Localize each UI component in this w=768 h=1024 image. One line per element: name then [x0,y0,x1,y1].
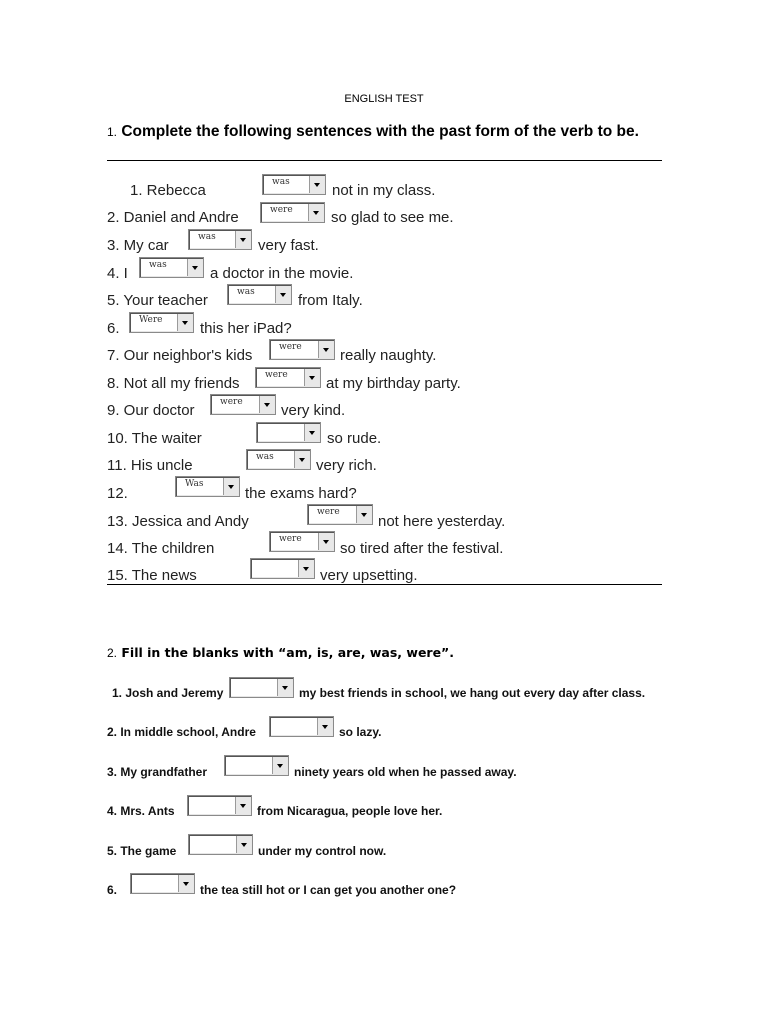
s2-item-6: 6. [107,883,118,897]
s1-item-11-suffix: very rich. [316,457,377,474]
s1-dropdown-value: was [272,177,290,187]
s1-dropdown-9[interactable] [210,394,276,415]
s1-item-10-suffix: so rude. [327,430,382,447]
s1-item-3: 3. My car [107,237,169,254]
s1-dropdown-value: was [198,232,216,242]
chevron-down-icon[interactable] [236,836,251,853]
s2-dropdown-3[interactable] [224,755,289,776]
s1-item-10: 10. The waiter [107,430,202,447]
s1-item-1 [130,182,206,199]
s1-item-14-suffix: so tired after the festival. [340,540,504,557]
s1-item-15: 15. The news [107,567,197,584]
s1-item-14: 14. The children [107,540,215,557]
s1-dropdown-13[interactable] [307,504,373,525]
chevron-down-icon[interactable] [304,424,319,441]
s2-item-5: 5. The game [107,844,177,858]
section1-number: 1. [107,125,118,139]
s1-item-2: 2. Daniel and Andre [107,209,239,226]
s2-dropdown-6[interactable] [130,873,195,894]
chevron-down-icon[interactable] [318,533,333,550]
section2-heading [107,645,454,660]
document-title: ENGLISH TEST [344,93,424,105]
section1-bottom-rule [107,584,662,585]
chevron-down-icon[interactable] [294,451,309,468]
s1-item-12: 12. [107,485,128,502]
s1-dropdown-value: Was [185,479,204,489]
chevron-down-icon[interactable] [309,176,324,193]
chevron-down-icon[interactable] [317,718,332,735]
s1-dropdown-11[interactable] [246,449,311,470]
s1-item-7-suffix: really naughty. [340,347,437,364]
s1-dropdown-value: was [149,260,167,270]
s2-dropdown-5[interactable] [188,834,253,855]
section1-heading [107,121,663,143]
s1-dropdown-6[interactable] [129,312,194,333]
chevron-down-icon[interactable] [318,341,333,358]
chevron-down-icon[interactable] [235,797,250,814]
s1-dropdown-2[interactable] [260,202,325,223]
section1-top-rule [107,160,662,161]
s1-item-9: 9. Our doctor [107,402,195,419]
s1-item-4-suffix: a doctor in the movie. [210,265,354,282]
s2-dropdown-2[interactable] [269,716,334,737]
chevron-down-icon[interactable] [275,286,290,303]
s1-item-12-suffix: the exams hard? [245,485,357,502]
s1-dropdown-value: were [270,205,293,215]
s1-item-8-suffix: at my birthday party. [326,375,461,392]
s1-item-13-suffix: not here yesterday. [378,513,506,530]
s1-dropdown-10[interactable] [256,422,321,443]
chevron-down-icon[interactable] [277,679,292,696]
s1-item-13: 13. Jessica and Andy [107,513,249,530]
s1-dropdown-3[interactable] [188,229,252,250]
s1-item-7: 7. Our neighbor's kids [107,347,253,364]
s1-dropdown-7[interactable] [269,339,335,360]
chevron-down-icon[interactable] [178,875,193,892]
s1-item-6-suffix: this her iPad? [200,320,292,337]
chevron-down-icon[interactable] [356,506,371,523]
s2-item-1: 1. Josh and Jeremy [112,686,224,700]
s1-dropdown-value: were [220,397,243,407]
s2-item-3: 3. My grandfather [107,765,208,779]
s2-item-5-suffix: under my control now. [258,844,387,858]
section2-instruction: Fill in the blanks with “am, is, are, was, were”. [121,645,455,660]
s1-item-2-suffix: so glad to see me. [331,209,454,226]
s2-item-3-suffix: ninety years old when he passed away. [294,765,517,779]
s1-dropdown-5[interactable] [227,284,292,305]
section2-number: 2. [107,646,118,660]
s1-dropdown-12[interactable] [175,476,240,497]
s1-item-8: 8. Not all my friends [107,375,240,392]
s1-dropdown-15[interactable] [250,558,315,579]
s1-item-3-suffix: very fast. [258,237,319,254]
chevron-down-icon[interactable] [298,560,313,577]
s1-item-9-suffix: very kind. [281,402,346,419]
s1-dropdown-value: Were [139,315,163,325]
chevron-down-icon[interactable] [272,757,287,774]
s1-dropdown-value: were [279,534,302,544]
chevron-down-icon[interactable] [177,314,192,331]
s2-item-2: 2. In middle school, Andre [107,725,256,739]
s1-dropdown-value: were [317,507,340,517]
s1-dropdown-4[interactable] [139,257,204,278]
chevron-down-icon[interactable] [235,231,250,248]
s1-dropdown-14[interactable] [269,531,335,552]
chevron-down-icon[interactable] [259,396,274,413]
s1-item-1-suffix: not in my class. [332,182,436,199]
s1-item-4: 4. I [107,265,128,282]
s1-item-11: 11. His uncle [107,457,193,474]
s2-item-6-suffix: the tea still hot or I can get you another one? [200,883,457,897]
s1-dropdown-value: were [265,370,288,380]
chevron-down-icon[interactable] [187,259,202,276]
s1-item-prefix: 1. Rebecca [130,182,206,199]
s1-dropdown-8[interactable] [255,367,321,388]
s1-dropdown-value: were [279,342,302,352]
s1-dropdown-1[interactable] [262,174,326,195]
section1-instruction: Complete the following sentences with the past form of the verb to be. [121,123,639,140]
s2-item-4: 4. Mrs. Ants [107,804,175,818]
s1-item-6: 6. [107,320,120,337]
s2-dropdown-1[interactable] [229,677,294,698]
s1-item-15-suffix: very upsetting. [320,567,418,584]
s2-dropdown-4[interactable] [187,795,252,816]
s2-item-1-suffix: my best friends in school, we hang out every day after class. [299,686,646,700]
s1-item-5-suffix: from Italy. [298,292,363,309]
chevron-down-icon[interactable] [223,478,238,495]
s1-item-5: 5. Your teacher [107,292,208,309]
chevron-down-icon[interactable] [304,369,319,386]
chevron-down-icon[interactable] [308,204,323,221]
s2-item-2-suffix: so lazy. [339,725,382,739]
s1-dropdown-value: was [237,287,255,297]
s2-item-4-suffix: from Nicaragua, people love her. [257,804,443,818]
s1-dropdown-value: was [256,452,274,462]
